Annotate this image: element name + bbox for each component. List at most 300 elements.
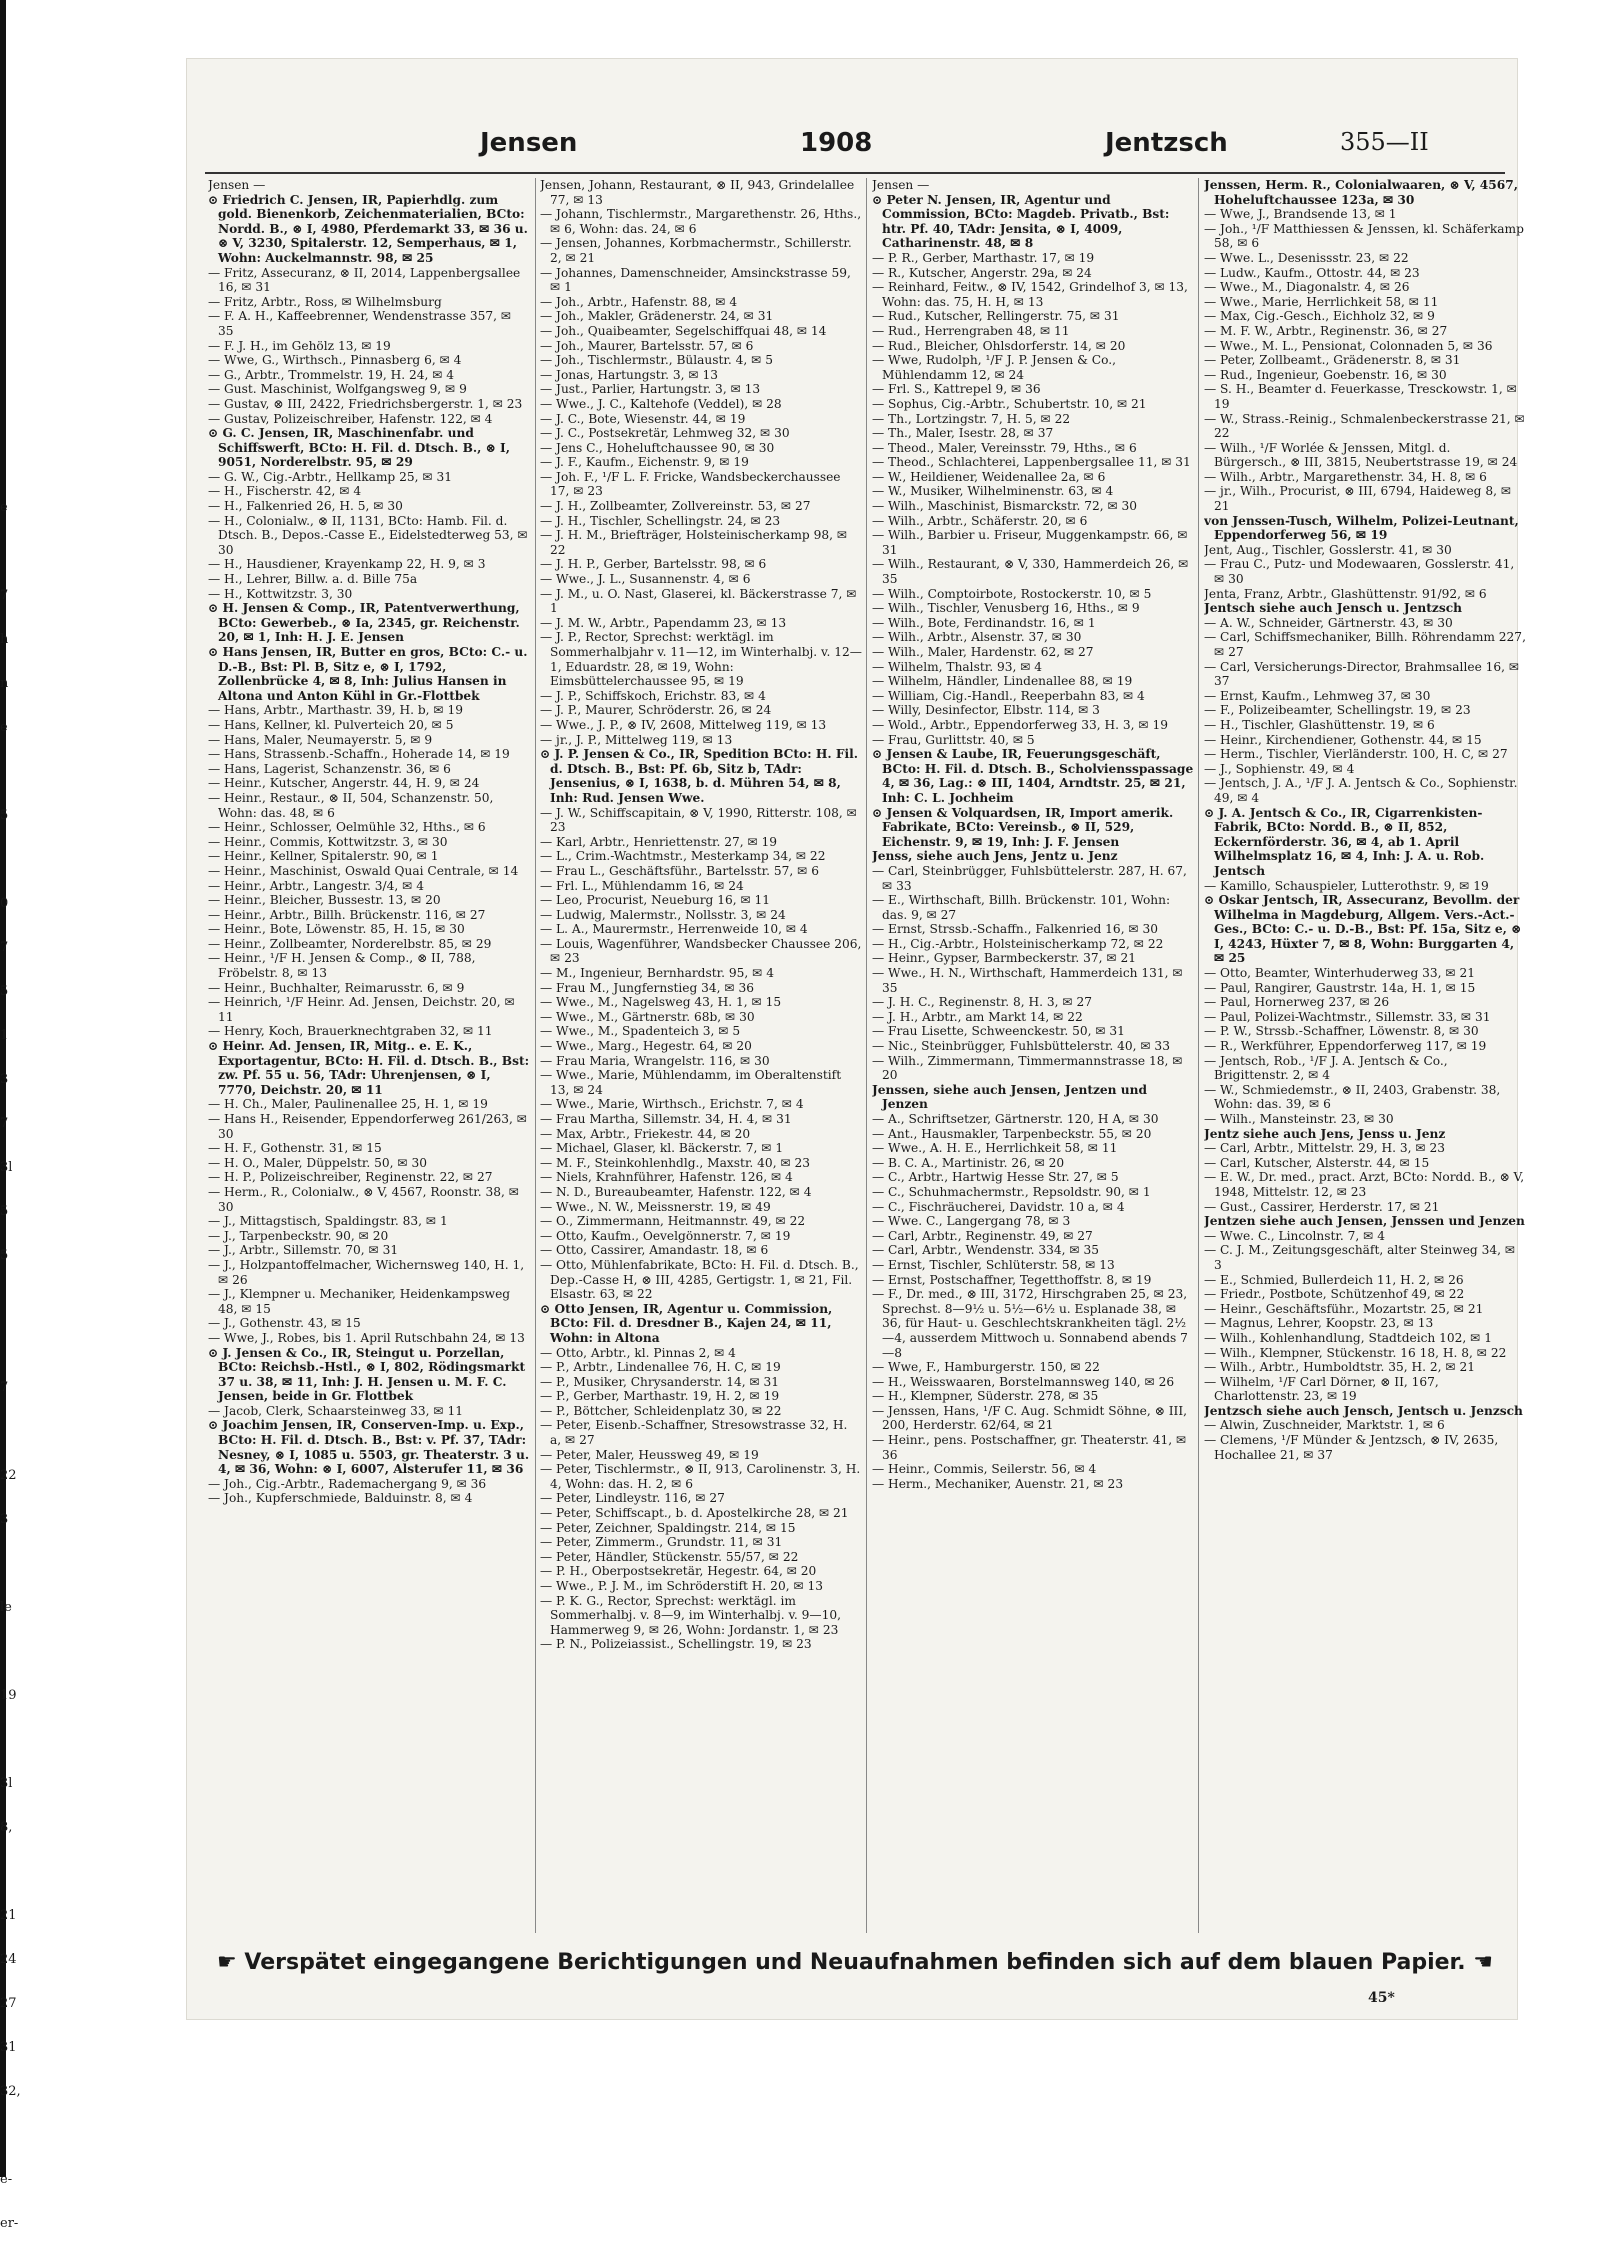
directory-entry: — Ernst, Postschaffner, Tegetthoffstr. 8, ✉ 19 bbox=[872, 1272, 1152, 1287]
edge-mark: 0 bbox=[0, 896, 9, 911]
directory-entry: — Heinr., Buchhalter, Reimarusstr. 6, ✉ 9 bbox=[208, 980, 465, 995]
directory-entry: — Niels, Krahnführer, Hafenstr. 126, ✉ 4 bbox=[540, 1170, 793, 1185]
directory-column-2 bbox=[540, 178, 862, 1938]
directory-entry: — Otto, Beamter, Winterhuderweg 33, ✉ 21 bbox=[1204, 966, 1475, 981]
directory-entry: — Carl, Versicherungs-Director, Brahmsallee 16, ✉ 37 bbox=[1204, 659, 1520, 689]
adjacent-page-edge bbox=[0, 500, 26, 2260]
directory-entry: ⊙ Jensen & Laube, IR, Feuerungsgeschäft, BCto: H. Fil. d. Dtsch. B., Scholviensspassage 4, ✉ 36, Lag.: ⊗ III, 1404, Arndtstr. 25, ✉ 21, Inh: C. L. Jochheim bbox=[872, 747, 1194, 805]
directory-entry: — Th., Maler, Isestr. 28, ✉ 37 bbox=[872, 426, 1054, 441]
directory-entry: — Frau L., Geschäftsführ., Bartelsstr. 57, ✉ 6 bbox=[540, 863, 819, 878]
directory-entry: — J. H., Zollbeamter, Zollvereinstr. 53, ✉ 27 bbox=[540, 499, 811, 514]
directory-entry: — F., Polizeibeamter, Schellingstr. 19, ✉ 23 bbox=[1204, 703, 1471, 718]
directory-entry: — H., Weisswaaren, Borstelmannsweg 140, ✉ 26 bbox=[872, 1374, 1175, 1389]
directory-entry: — Wwe., M., Gärtnerstr. 68b, ✉ 30 bbox=[540, 1009, 755, 1024]
directory-entry: — A. W., Schneider, Gärtnerstr. 43, ✉ 30 bbox=[1204, 615, 1453, 630]
directory-entry: — Joh., Tischlermstr., Bülaustr. 4, ✉ 5 bbox=[540, 353, 774, 368]
directory-entry: — Leo, Procurist, Neueburg 16, ✉ 11 bbox=[540, 893, 771, 908]
edge-mark bbox=[0, 1336, 26, 1380]
edge-mark bbox=[0, 544, 26, 588]
directory-entry: — Jacob, Clerk, Schaarsteinweg 33, ✉ 11 bbox=[208, 1403, 463, 1418]
directory-entry: — Hans, Arbtr., Marthastr. 39, H. b, ✉ 19 bbox=[208, 703, 463, 718]
directory-entry: — jr., J. P., Mittelweg 119, ✉ 13 bbox=[540, 732, 733, 747]
directory-entry: — Wwe., M., Nagelsweg 43, H. 1, ✉ 15 bbox=[540, 995, 782, 1010]
directory-entry: — Joh., ¹/F Matthiessen & Jenssen, kl. Schäferkamp 58, ✉ 6 bbox=[1204, 221, 1524, 251]
directory-entry: — H., Klempner, Süderstr. 278, ✉ 35 bbox=[872, 1389, 1099, 1404]
directory-entry: — L., Crim.-Wachtmstr., Mesterkamp 34, ✉ 22 bbox=[540, 849, 826, 864]
directory-entry: — William, Cig.-Handl., Reeperbahn 83, ✉ 4 bbox=[872, 688, 1145, 703]
directory-entry: — P. W., Strssb.-Schaffner, Löwenstr. 8, ✉ 30 bbox=[1204, 1024, 1479, 1039]
edge-mark: 5 bbox=[0, 984, 9, 999]
directory-entry: — Reinhard, Feitw., ⊗ IV, 1542, Grindelhof 3, ✉ 13, Wohn: das. 75, H. H, ✉ 13 bbox=[872, 280, 1188, 309]
directory-entry: — J. M. W., Arbtr., Papendamm 23, ✉ 13 bbox=[540, 615, 787, 630]
directory-entry: — M. F. W., Arbtr., Reginenstr. 36, ✉ 27 bbox=[1204, 323, 1448, 338]
directory-entry: — Nic., Steinbrügger, Fuhlsbüttelerstr. 40, ✉ 33 bbox=[872, 1039, 1170, 1054]
directory-entry: — H., Lehrer, Billw. a. d. Bille 75a bbox=[208, 572, 418, 587]
directory-entry: — Joh., Quaibeamter, Segelschiffquai 48, ✉ 14 bbox=[540, 323, 827, 338]
directory-entry: — Frau Lisette, Schweenckestr. 50, ✉ 31 bbox=[872, 1024, 1125, 1039]
directory-entry: — Peter, Maler, Heussweg 49, ✉ 19 bbox=[540, 1447, 759, 1462]
directory-entry: — Peter, Zimmerm., Grundstr. 11, ✉ 31 bbox=[540, 1535, 783, 1550]
directory-entry: — Wwe., Marie, Mühlendamm, im Oberaltenstift 13, ✉ 24 bbox=[540, 1068, 842, 1097]
directory-entry: — Wilhelm, Händler, Lindenallee 88, ✉ 19 bbox=[872, 674, 1133, 689]
directory-entry: Jenssen, siehe auch Jensen, Jentzen und Jenzen bbox=[872, 1082, 1147, 1112]
directory-entry: — A., Schriftsetzer, Gärtnerstr. 120, H A, ✉ 30 bbox=[872, 1112, 1159, 1126]
directory-entry: — Wilh., Arbtr., Schäferstr. 20, ✉ 6 bbox=[872, 513, 1088, 528]
directory-entry: — Wilh., Bote, Ferdinandstr. 16, ✉ 1 bbox=[872, 615, 1096, 630]
directory-entry: — Karl, Arbtr., Henriettenstr. 27, ✉ 19 bbox=[540, 834, 778, 849]
edge-mark: 19 bbox=[0, 1688, 17, 1703]
directory-entry: — Henry, Koch, Brauerknechtgraben 32, ✉ 11 bbox=[208, 1024, 493, 1039]
directory-entry: — Wwe, F., Hamburgerstr. 150, ✉ 22 bbox=[872, 1360, 1100, 1375]
directory-entry: — Wwe. C., Lincolnstr. 7, ✉ 4 bbox=[1204, 1228, 1385, 1243]
directory-entry: — Frau C., Putz- und Modewaaren, Gosslerstr. 41, ✉ 30 bbox=[1204, 557, 1515, 587]
directory-entry: — Carl, Kutscher, Alsterstr. 44, ✉ 15 bbox=[1204, 1155, 1430, 1170]
directory-entry: — J., Sophienstr. 49, ✉ 4 bbox=[1204, 761, 1355, 776]
directory-entry: — Willy, Desinfector, Elbstr. 114, ✉ 3 bbox=[872, 703, 1100, 718]
directory-entry: — Heinr., ¹/F H. Jensen & Comp., ⊗ II, 788, Fröbelstr. 8, ✉ 13 bbox=[208, 951, 476, 981]
directory-entry: — Wilhelm, ¹/F Carl Dörner, ⊗ II, 167, Charlottenstr. 23, ✉ 19 bbox=[1204, 1374, 1439, 1404]
edge-mark bbox=[0, 764, 26, 808]
directory-entry: — Joh., Arbtr., Hafenstr. 88, ✉ 4 bbox=[540, 294, 738, 309]
edge-mark: 1 bbox=[0, 1028, 9, 1043]
directory-entry: — E., Schmied, Bullerdeich 11, H. 2, ✉ 26 bbox=[1204, 1272, 1464, 1287]
directory-entry: — Rud., Ingenieur, Goebenstr. 16, ✉ 30 bbox=[1204, 367, 1447, 382]
directory-entry: — J. P., Rector, Sprechst: werktägl. im Sommerhalbjahr v. 11—12, im Winterhalbj. v. 12—1, Eduardstr. 28, ✉ 19, Wohn: Eimsbüttelerchaussee 95, ✉ 19 bbox=[540, 630, 862, 689]
directory-entry: — Jonas, Hartungstr. 3, ✉ 13 bbox=[540, 367, 719, 382]
directory-entry: Jensen — bbox=[208, 178, 266, 192]
directory-entry: — J. H. C., Reginenstr. 8, H. 3, ✉ 27 bbox=[872, 995, 1092, 1010]
directory-entry: — Wilh., Arbtr., Margarethenstr. 34, H. 8, ✉ 6 bbox=[1204, 469, 1487, 484]
directory-entry: — W., Musiker, Wilhelminenstr. 63, ✉ 4 bbox=[872, 484, 1114, 499]
directory-entry: Jenta, Franz, Arbtr., Glashüttenstr. 91/92, ✉ 6 bbox=[1204, 586, 1487, 601]
edge-mark: 31 bbox=[0, 2040, 17, 2055]
signature-mark: 45* bbox=[1368, 1990, 1395, 2006]
directory-entry: — Heinr., Kutscher, Angerstr. 44, H. 9, ✉ 24 bbox=[208, 776, 480, 791]
directory-entry: — F., Dr. med., ⊗ III, 3172, Hirschgraben 25, ✉ 23, Sprechst. 8—9½ u. 5½—6½ u. Esplanade 38, ✉ 36, für Haut- u. Geschlechtskrankheiten tägl. 2½—4, ausserdem Mittwoch u. Sonnabend abends 7—8 bbox=[872, 1287, 1188, 1360]
directory-entry: — Paul, Rangirer, Gaustrstr. 14a, H. 1, ✉ 15 bbox=[1204, 980, 1476, 995]
directory-entry: — C., Arbtr., Hartwig Hesse Str. 27, ✉ 5 bbox=[872, 1170, 1119, 1185]
directory-entry: — Peter, Schiffscapt., b. d. Apostelkirche 28, ✉ 21 bbox=[540, 1506, 849, 1521]
edge-mark bbox=[0, 1644, 26, 1688]
directory-column-1 bbox=[208, 178, 530, 1938]
directory-entry: — Gust., Cassirer, Herderstr. 17, ✉ 21 bbox=[1204, 1199, 1440, 1214]
directory-entry: — Ernst, Strssb.-Schaffn., Falkenried 16, ✉ 30 bbox=[872, 922, 1159, 937]
directory-entry: — Just., Parlier, Hartungstr. 3, ✉ 13 bbox=[540, 382, 761, 397]
column-divider bbox=[535, 178, 536, 1933]
directory-entry: — Herm., Mechaniker, Auenstr. 21, ✉ 23 bbox=[872, 1476, 1124, 1491]
directory-entry: Jenss, siehe auch Jens, Jentz u. Jenz bbox=[872, 849, 1118, 864]
directory-entry: — Otto, Kaufm., Oevelgönnerstr. 7, ✉ 19 bbox=[540, 1228, 791, 1243]
directory-entry: ⊙ Joachim Jensen, IR, Conserven-Imp. u. Exp., BCto: H. Fil. d. Dtsch. B., Bst: v. Pf. 37, TAdr: Nesney, ⊗ I, 1085 u. 5503, gr. Theaterstr. 3 u. 4, ✉ 36, Wohn: ⊗ I, 6007, Alsterufer 11, ✉ 36 bbox=[208, 1418, 530, 1477]
directory-entry: — P. N., Polizeiassist., Schellingstr. 19, ✉ 23 bbox=[540, 1637, 812, 1652]
directory-entry: — P., Musiker, Chrysanderstr. 14, ✉ 31 bbox=[540, 1374, 780, 1389]
edge-mark: e bbox=[0, 500, 8, 515]
directory-entry: — J., Gothenstr. 43, ✉ 15 bbox=[208, 1316, 361, 1331]
directory-entry: — Max, Arbtr., Friekestr. 44, ✉ 20 bbox=[540, 1126, 751, 1141]
edge-mark bbox=[0, 1292, 26, 1336]
directory-entry: — Frl. L., Mühlendamm 16, ✉ 24 bbox=[540, 878, 744, 893]
directory-entry: — J. M., u. O. Nast, Glaserei, kl. Bäckerstrasse 7, ✉ 1 bbox=[540, 586, 857, 616]
edge-mark bbox=[0, 1864, 26, 1908]
directory-entry: Jentzen siehe auch Jensen, Jenssen und Jenzen bbox=[1204, 1214, 1525, 1229]
directory-entry: — J. H. P., Gerber, Bartelsstr. 98, ✉ 6 bbox=[540, 557, 767, 572]
directory-entry: — Rud., Kutscher, Rellingerstr. 75, ✉ 31 bbox=[872, 309, 1120, 324]
footer-notice: ☛ Verspätet eingegangene Berichtigungen und Neuaufnahmen befinden sich auf dem blauen Papier. ☚ bbox=[217, 1950, 1493, 1975]
directory-entry: — P., Arbtr., Lindenallee 76, H. C, ✉ 19 bbox=[540, 1360, 781, 1375]
directory-entry: — Wwe., H. N., Wirthschaft, Hammerdeich 131, ✉ 35 bbox=[872, 966, 1183, 995]
directory-entry: — C. J. M., Zeitungsgeschäft, alter Steinweg 34, ✉ 3 bbox=[1204, 1243, 1516, 1272]
directory-entry: — Magnus, Lehrer, Koopstr. 23, ✉ 13 bbox=[1204, 1316, 1434, 1331]
directory-entry: ⊙ Otto Jensen, IR, Agentur u. Commission, BCto: Fil. d. Dresdner B., Kajen 24, ✉ 11, Wohn: in Altona bbox=[540, 1301, 833, 1345]
edge-mark: 3l bbox=[0, 1160, 13, 1175]
directory-entry: — Heinr., Kellner, Spitalerstr. 90, ✉ 1 bbox=[208, 849, 439, 864]
edge-mark: 3 bbox=[0, 1512, 9, 1527]
directory-entry: — P., Böttcher, Schleidenplatz 30, ✉ 22 bbox=[540, 1403, 782, 1418]
directory-entry: — Gustav, ⊗ III, 2422, Friedrichsbergerstr. 1, ✉ 23 bbox=[208, 396, 523, 411]
edge-mark: 7 bbox=[0, 1380, 9, 1395]
directory-entry: — Heinrich, ¹/F Heinr. Ad. Jensen, Deichstr. 20, ✉ 11 bbox=[208, 995, 515, 1024]
directory-entry: — H., Cig.-Arbtr., Holsteinischerkamp 72, ✉ 22 bbox=[872, 936, 1164, 951]
directory-entry: — Frau, Gurlittstr. 40, ✉ 5 bbox=[872, 732, 1035, 747]
edge-mark: 27 bbox=[0, 1996, 17, 2011]
edge-mark: 21 bbox=[0, 1908, 17, 1923]
directory-entry: — Frau M., Jungfernstieg 34, ✉ 36 bbox=[540, 980, 755, 995]
directory-entry: — Wwe, J., Brandsende 13, ✉ 1 bbox=[1204, 207, 1397, 222]
edge-mark: 5 bbox=[0, 1204, 9, 1219]
edge-mark: 8, bbox=[0, 1820, 13, 1835]
directory-entry: ⊙ J. P. Jensen & Co., IR, Spedition BCto: H. Fil. d. Dtsch. B., Bst: Pf. 6b, Sitz b, TAdr: Jensenius, ⊗ I, 1638, b. d. Mühren 54, ✉ 8, Inh: Rud. Jensen Wwe. bbox=[540, 747, 859, 805]
directory-entry: — Rud., Herrengraben 48, ✉ 11 bbox=[872, 323, 1070, 338]
directory-entry: — H. P., Polizeischreiber, Reginenstr. 22, ✉ 27 bbox=[208, 1170, 493, 1185]
directory-entry: — Carl, Arbtr., Wendenstr. 334, ✉ 35 bbox=[872, 1243, 1100, 1258]
directory-entry: — Jensen, Johannes, Korbmachermstr., Schillerstr. 2, ✉ 21 bbox=[540, 236, 852, 265]
directory-entry: — L. A., Maurermstr., Herrenweide 10, ✉ 4 bbox=[540, 922, 808, 937]
edge-mark: 3 bbox=[0, 1072, 9, 1087]
directory-entry: — Jentsch, J. A., ¹/F J. A. Jentsch & Co., Sophienstr. 49, ✉ 4 bbox=[1204, 776, 1518, 805]
directory-entry: — Theod., Schlachterei, Lappenbergsallee 11, ✉ 31 bbox=[872, 455, 1191, 470]
directory-entry: — Joh., Kupferschmiede, Balduinstr. 8, ✉ 4 bbox=[208, 1491, 473, 1506]
directory-entry: — Peter, Tischlermstr., ⊗ II, 913, Carolinenstr. 3, H. 4, Wohn: das. H. 2, ✉ 6 bbox=[540, 1462, 861, 1491]
directory-entry: — Carl, Schiffsmechaniker, Billh. Röhrendamm 227, ✉ 27 bbox=[1204, 630, 1526, 659]
directory-column-3 bbox=[872, 178, 1194, 1938]
directory-entry: ⊙ J. Jensen & Co., IR, Steingut u. Porzellan, BCto: Reichsb.-Hstl., ⊗ I, 802, Rödingsmarkt 37 u. 38, ✉ 11, Inh: J. H. Jensen u. M. F. C. Jensen, beide in Gr. Flottbek bbox=[208, 1345, 526, 1404]
edge-mark bbox=[0, 852, 26, 896]
directory-entry: — P. R., Gerber, Marthastr. 17, ✉ 19 bbox=[872, 250, 1095, 265]
directory-entry: — Hans, Lagerist, Schanzenstr. 36, ✉ 6 bbox=[208, 761, 451, 776]
directory-entry: — Heinr., Gypser, Barmbeckerstr. 37, ✉ 21 bbox=[872, 951, 1136, 966]
edge-mark: h bbox=[0, 632, 9, 647]
directory-entry: — Heinr., Arbtr., Langestr. 3/4, ✉ 4 bbox=[208, 878, 425, 893]
directory-entry: — Ernst, Tischler, Schlüterstr. 58, ✉ 13 bbox=[872, 1257, 1115, 1272]
directory-entry: — J. P., Schiffskoch, Erichstr. 83, ✉ 4 bbox=[540, 688, 766, 703]
directory-entry: ⊙ H. Jensen & Comp., IR, Patentverwerthung, BCto: Gewerbeb., ⊗ Ia, 2345, gr. Reichenstr. 20, ✉ 1, Inh: H. J. E. Jensen bbox=[208, 601, 520, 645]
directory-entry: — Otto, Arbtr., kl. Pinnas 2, ✉ 4 bbox=[540, 1345, 736, 1360]
directory-entry: — Theod., Maler, Vereinsstr. 79, Hths., ✉ 6 bbox=[872, 440, 1137, 455]
directory-entry: — Th., Lortzingstr. 7, H. 5, ✉ 22 bbox=[872, 411, 1071, 426]
directory-entry: — Paul, Polizei-Wachtmstr., Sillemstr. 33, ✉ 31 bbox=[1204, 1009, 1491, 1024]
directory-entry: — Ludwig, Malermstr., Nollsstr. 3, ✉ 24 bbox=[540, 907, 786, 922]
edge-mark: 32, bbox=[0, 2084, 21, 2099]
directory-entry: — Sophus, Cig.-Arbtr., Schubertstr. 10, ✉ 21 bbox=[872, 396, 1147, 411]
directory-entry: Jentsch siehe auch Jensch u. Jentzsch bbox=[1204, 601, 1462, 616]
directory-entry: — Wilh., Arbtr., Alsenstr. 37, ✉ 30 bbox=[872, 630, 1082, 645]
directory-entry: — O., Zimmermann, Heitmannstr. 49, ✉ 22 bbox=[540, 1214, 806, 1229]
running-header bbox=[220, 128, 1510, 164]
directory-entry: — Carl, Arbtr., Mittelstr. 29, H. 3, ✉ 23 bbox=[1204, 1141, 1445, 1156]
directory-entry: — Heinr., Bleicher, Bussestr. 13, ✉ 20 bbox=[208, 893, 441, 908]
directory-entry: — Wwe. L., Desenissstr. 23, ✉ 22 bbox=[1204, 250, 1409, 265]
directory-entry: — Alwin, Zuschneider, Marktstr. 1, ✉ 6 bbox=[1204, 1418, 1445, 1433]
directory-entry: — Otto, Mühlenfabrikate, BCto: H. Fil. d. Dtsch. B., Dep.-Casse H, ⊗ III, 4285, Gertigstr. 1, ✉ 21, Fil. Elsastr. 63, ✉ 22 bbox=[540, 1257, 859, 1302]
directory-entry: — Max, Cig.-Gesch., Eichholz 32, ✉ 9 bbox=[1204, 309, 1435, 324]
directory-entry: — Wold., Arbtr., Eppendorferweg 33, H. 3, ✉ 19 bbox=[872, 717, 1168, 732]
edge-mark bbox=[0, 1556, 26, 1600]
directory-entry: — Ant., Hausmakler, Tarpenbeckstr. 55, ✉ 20 bbox=[872, 1126, 1152, 1141]
directory-entry: — Wwe., M. L., Pensionat, Colonnaden 5, ✉ 36 bbox=[1204, 338, 1493, 353]
directory-entry: — Joh., Maurer, Bartelsstr. 57, ✉ 6 bbox=[540, 338, 754, 353]
directory-entry: — J. C., Postsekretär, Lehmweg 32, ✉ 30 bbox=[540, 426, 790, 441]
directory-entry: — J. H., Arbtr., am Markt 14, ✉ 22 bbox=[872, 1009, 1083, 1024]
directory-entry: — Heinr., Maschinist, Oswald Quai Centrale, ✉ 14 bbox=[208, 863, 519, 878]
directory-entry: — C., Schuhmachermstr., Repsoldstr. 90, ✉ 1 bbox=[872, 1184, 1151, 1199]
directory-entry: — Gustav, Polizeischreiber, Hafenstr. 122, ✉ 4 bbox=[208, 411, 493, 426]
directory-entry: ⊙ Friedrich C. Jensen, IR, Papierhdlg. zum gold. Bienenkorb, Zeichenmaterialien, BCto: Nordd. B., ⊗ I, 4980, Pferdemarkt 33, ✉ 36 u. ⊗ V, 3230, Spitalerstr. 12, Semperhaus, ✉ 1, Wohn: Auckelmannstr. 98, ✉ 25 bbox=[208, 192, 528, 265]
edge-mark bbox=[0, 1424, 26, 1468]
directory-entry: — Frau Maria, Wrangelstr. 116, ✉ 30 bbox=[540, 1053, 770, 1068]
page-number: 355—II bbox=[1340, 128, 1429, 156]
directory-entry: — J. C., Bote, Wiesenstr. 44, ✉ 19 bbox=[540, 411, 746, 426]
directory-entry: — Wwe, Rudolph, ¹/F J. P. Jensen & Co., Mühlendamm 12, ✉ 24 bbox=[872, 353, 1116, 382]
edge-mark: 3l bbox=[0, 1776, 13, 1791]
directory-entry: — Joh. F., ¹/F L. F. Fricke, Wandsbeckerchaussee 17, ✉ 23 bbox=[540, 469, 841, 499]
directory-entry: — Wilhelm, Thalstr. 93, ✉ 4 bbox=[872, 659, 1043, 674]
directory-entry: — S. H., Beamter d. Feuerkasse, Tresckowstr. 1, ✉ 19 bbox=[1204, 382, 1517, 411]
directory-entry: — W., Strass.-Reinig., Schmalenbeckerstrasse 21, ✉ 22 bbox=[1204, 411, 1525, 441]
directory-entry: — G. W., Cig.-Arbtr., Hellkamp 25, ✉ 31 bbox=[208, 469, 452, 484]
directory-entry: Jent, Aug., Tischler, Gosslerstr. 41, ✉ 30 bbox=[1204, 542, 1452, 557]
edge-mark: le bbox=[0, 1600, 12, 1615]
edge-mark bbox=[0, 1732, 26, 1776]
directory-entry: — R., Werkführer, Eppendorferweg 117, ✉ 19 bbox=[1204, 1039, 1487, 1054]
header-rule bbox=[205, 172, 1505, 174]
directory-entry: — H., Kottwitzstr. 3, 30 bbox=[208, 586, 353, 601]
directory-entry: — J. H., Tischler, Schellingstr. 24, ✉ 23 bbox=[540, 513, 781, 528]
edge-mark: 5 bbox=[0, 1248, 9, 1263]
directory-entry: — Wwe. C., Langergang 78, ✉ 3 bbox=[872, 1214, 1071, 1229]
edge-mark: 7 bbox=[0, 588, 9, 603]
directory-entry: — J. F., Kaufm., Eichenstr. 9, ✉ 19 bbox=[540, 455, 749, 470]
edge-mark: 7 bbox=[0, 940, 9, 955]
directory-entry: — Hans, Maler, Neumayerstr. 5, ✉ 9 bbox=[208, 732, 433, 747]
directory-entry: — H. F., Gothenstr. 31, ✉ 15 bbox=[208, 1141, 382, 1156]
directory-entry: — J. W., Schiffscapitain, ⊗ V, 1990, Ritterstr. 108, ✉ 23 bbox=[540, 805, 857, 835]
edge-mark: e bbox=[0, 720, 8, 735]
edge-mark: 22 bbox=[0, 1468, 17, 1483]
directory-entry: Jensen — bbox=[872, 178, 930, 192]
directory-entry: — Joh., Cig.-Arbtr., Rademachergang 9, ✉ 36 bbox=[208, 1476, 487, 1491]
directory-entry: — Carl, Arbtr., Reginenstr. 49, ✉ 27 bbox=[872, 1228, 1093, 1243]
directory-entry: — Hans H., Reisender, Eppendorferweg 261/263, ✉ 30 bbox=[208, 1112, 528, 1141]
directory-entry: — Fritz, Assecuranz, ⊗ II, 2014, Lappenbergsallee 16, ✉ 31 bbox=[208, 265, 521, 295]
directory-entry: — Wwe., Marie, Wirthsch., Erichstr. 7, ✉ 4 bbox=[540, 1097, 804, 1112]
directory-entry: — Michael, Glaser, kl. Bäckerstr. 7, ✉ 1 bbox=[540, 1141, 784, 1156]
directory-entry: — J. H. M., Briefträger, Holsteinischerkamp 98, ✉ 22 bbox=[540, 528, 848, 557]
directory-entry: — E. W., Dr. med., pract. Arzt, BCto: Nordd. B., ⊗ V, 1948, Mittelstr. 12, ✉ 23 bbox=[1204, 1170, 1525, 1199]
edge-mark: 5 bbox=[0, 808, 9, 823]
directory-entry: — Wwe., N. W., Meissnerstr. 19, ✉ 49 bbox=[540, 1199, 771, 1214]
directory-entry: — Wilh., Barbier u. Friseur, Muggenkampstr. 66, ✉ 31 bbox=[872, 528, 1188, 557]
directory-entry: — Rud., Bleicher, Ohlsdorferstr. 14, ✉ 20 bbox=[872, 338, 1126, 353]
directory-entry: — Frl. S., Kattrepel 9, ✉ 36 bbox=[872, 382, 1041, 397]
directory-entry: — Wwe, G., Wirthsch., Pinnasberg 6, ✉ 4 bbox=[208, 353, 462, 368]
directory-entry: — P., Gerber, Marthastr. 19, H. 2, ✉ 19 bbox=[540, 1389, 780, 1404]
directory-entry: — Joh., Makler, Grädenerstr. 24, ✉ 31 bbox=[540, 309, 774, 324]
directory-entry: — Heinr., Zollbeamter, Norderelbstr. 85, ✉ 29 bbox=[208, 936, 492, 951]
directory-entry: — Ernst, Kaufm., Lehmweg 37, ✉ 30 bbox=[1204, 688, 1431, 703]
edge-mark: n bbox=[0, 676, 9, 691]
directory-entry: — P. H., Oberpostsekretär, Hegestr. 64, ✉ 20 bbox=[540, 1564, 817, 1579]
directory-entry: — Hans, Strassenb.-Schaffn., Hoherade 14, ✉ 19 bbox=[208, 747, 510, 762]
directory-entry: — Wilh., Maler, Hardenstr. 62, ✉ 27 bbox=[872, 645, 1094, 659]
directory-entry: — B. C. A., Martinistr. 26, ✉ 20 bbox=[872, 1155, 1065, 1170]
directory-entry: — Wwe., Marie, Herrlichkeit 58, ✉ 11 bbox=[1204, 294, 1439, 309]
directory-entry: — Wilh., Kohlenhandlung, Stadtdeich 102, ✉ 1 bbox=[1204, 1330, 1493, 1345]
directory-entry: Jensen, Johann, Restaurant, ⊗ II, 943, Grindelallee 77, ✉ 13 bbox=[540, 178, 855, 207]
directory-entry: — Jenssen, Hans, ¹/F C. Aug. Schmidt Söhne, ⊗ III, 200, Herderstr. 62/64, ✉ 21 bbox=[872, 1403, 1188, 1433]
directory-entry: — Wwe., M., Diagonalstr. 4, ✉ 26 bbox=[1204, 280, 1410, 295]
directory-entry: — Wilh., Zimmermann, Timmermannstrasse 18, ✉ 20 bbox=[872, 1053, 1183, 1083]
directory-entry: ⊙ Hans Jensen, IR, Butter en gros, BCto: C.- u. D.-B., Bst: Pl. B, Sitz e, ⊗ I, 1792, Zollenbrücke 4, ✉ 8, Inh: Julius Hansen in Altona und Anton Kühl in Gr.-Flottbek bbox=[208, 645, 528, 703]
edge-mark: er- bbox=[0, 2216, 19, 2231]
column-divider bbox=[1198, 178, 1199, 1933]
directory-entry: — Wwe., Marg., Hegestr. 64, ✉ 20 bbox=[540, 1039, 752, 1054]
header-left-word: Jensen bbox=[480, 128, 578, 158]
directory-entry: — H. Ch., Maler, Paulinenallee 25, H. 1, ✉ 19 bbox=[208, 1097, 488, 1112]
directory-entry: — Peter, Zollbeamt., Grädenerstr. 8, ✉ 31 bbox=[1204, 353, 1461, 368]
directory-entry: — Otto, Cassirer, Amandastr. 18, ✉ 6 bbox=[540, 1243, 769, 1258]
directory-entry: — Wilh., Tischler, Venusberg 16, Hths., ✉ 9 bbox=[872, 601, 1140, 616]
directory-entry: — Wwe., J. L., Susannenstr. 4, ✉ 6 bbox=[540, 572, 751, 587]
directory-entry: von Jenssen-Tusch, Wilhelm, Polizei-Leutnant, Eppendorferweg 56, ✉ 19 bbox=[1204, 513, 1519, 543]
directory-entry: — Wwe., P. J. M., im Schröderstift H. 20, ✉ 13 bbox=[540, 1579, 824, 1593]
directory-entry: — H., Colonialw., ⊗ II, 1131, BCto: Hamb. Fil. d. Dtsch. B., Depos.-Casse E., Eidelstedterweg 53, ✉ 30 bbox=[208, 513, 528, 557]
directory-entry: — Johannes, Damenschneider, Amsinckstrasse 59, ✉ 1 bbox=[540, 265, 851, 295]
directory-entry: — jr., Wilh., Procurist, ⊗ III, 6794, Haideweg 8, ✉ 21 bbox=[1204, 484, 1512, 514]
edge-mark: e- bbox=[0, 2172, 13, 2187]
directory-entry: — Peter, Zeichner, Spaldingstr. 214, ✉ 15 bbox=[540, 1520, 796, 1535]
directory-entry: — Wilh., ¹/F Worlée & Jenssen, Mitgl. d. Bürgersch., ⊗ III, 3815, Neubertstrasse 19, ✉ 24 bbox=[1204, 440, 1518, 470]
header-year: 1908 bbox=[800, 128, 873, 158]
directory-entry: — Gust. Maschinist, Wolfgangsweg 9, ✉ 9 bbox=[208, 382, 467, 397]
directory-entry: — Peter, Eisenb.-Schaffner, Stresowstrasse 32, H. a, ✉ 27 bbox=[540, 1418, 848, 1448]
directory-entry: Jenssen, Herm. R., Colonialwaaren, ⊗ V, 4567, Hoheluftchaussee 123a, ✉ 30 bbox=[1204, 178, 1518, 207]
directory-entry: — H., Fischerstr. 42, ✉ 4 bbox=[208, 484, 362, 499]
directory-entry: — Johann, Tischlermstr., Margarethenstr. 26, Hths., ✉ 6, Wohn: das. 24, ✉ 6 bbox=[540, 207, 862, 236]
directory-entry: — Clemens, ¹/F Münder & Jentzsch, ⊗ IV, 2635, Hochallee 21, ✉ 37 bbox=[1204, 1433, 1499, 1462]
directory-entry: — Wwe, J., Robes, bis 1. April Rutschbahn 24, ✉ 13 bbox=[208, 1330, 525, 1345]
directory-entry: — C., Fischräucherei, Davidstr. 10 a, ✉ 4 bbox=[872, 1199, 1125, 1214]
directory-entry: — Jentsch, Rob., ¹/F J. A. Jentsch & Co., Brigittenstr. 2, ✉ 4 bbox=[1204, 1053, 1448, 1083]
column-divider bbox=[866, 178, 867, 1933]
directory-entry: — H., Tischler, Glashüttenstr. 19, ✉ 6 bbox=[1204, 717, 1435, 732]
directory-entry: — Herm., Tischler, Vierländerstr. 100, H. C, ✉ 27 bbox=[1204, 747, 1508, 762]
directory-entry: Jentz siehe auch Jens, Jenss u. Jenz bbox=[1204, 1126, 1446, 1141]
header-right-word: Jentzsch bbox=[1105, 128, 1228, 158]
directory-entry: — R., Kutscher, Angerstr. 29a, ✉ 24 bbox=[872, 265, 1092, 280]
directory-entry: — Heinr., Bote, Löwenstr. 85, H. 15, ✉ 30 bbox=[208, 922, 465, 937]
directory-entry: — Peter, Händler, Stückenstr. 55/57, ✉ 22 bbox=[540, 1549, 799, 1564]
edge-mark bbox=[0, 2128, 26, 2172]
directory-entry: — Herm., R., Colonialw., ⊗ V, 4567, Roonstr. 38, ✉ 30 bbox=[208, 1184, 519, 1214]
directory-entry: — Carl, Steinbrügger, Fuhlsbüttelerstr. 287, H. 67, ✉ 33 bbox=[872, 863, 1187, 893]
directory-column-4 bbox=[1204, 178, 1526, 1938]
directory-entry: — Frau Martha, Sillemstr. 34, H. 4, ✉ 31 bbox=[540, 1112, 792, 1126]
edge-mark: 7 bbox=[0, 1116, 9, 1131]
directory-entry: — J., Klempner u. Mechaniker, Heidenkampsweg 48, ✉ 15 bbox=[208, 1287, 511, 1316]
directory-entry: — Kamillo, Schauspieler, Lutterothstr. 9, ✉ 19 bbox=[1204, 878, 1489, 893]
directory-entry: ⊙ Heinr. Ad. Jensen, IR, Mitg.. e. E. K., Exportagentur, BCto: H. Fil. d. Dtsch. B., Bst: zw. Pf. 55 u. 56, TAdr: Uhrenjensen, ⊗ I, 7770, Deichstr. 20, ✉ 11 bbox=[208, 1039, 530, 1097]
directory-entry: — Ludw., Kaufm., Ottostr. 44, ✉ 23 bbox=[1204, 265, 1420, 280]
directory-entry: — Heinr., Commis, Kottwitzstr. 3, ✉ 30 bbox=[208, 834, 448, 849]
directory-entry: — F. J. H., im Gehölz 13, ✉ 19 bbox=[208, 338, 391, 353]
directory-entry: — Heinr., Geschäftsführ., Mozartstr. 25, ✉ 21 bbox=[1204, 1301, 1484, 1316]
directory-entry: — Heinr., pens. Postschaffner, gr. Theaterstr. 41, ✉ 36 bbox=[872, 1433, 1187, 1462]
directory-entry: — Wwe., J. C., Kaltehofe (Veddel), ✉ 28 bbox=[540, 396, 782, 411]
directory-entry: — Wwe., M., Spadenteich 3, ✉ 5 bbox=[540, 1024, 741, 1039]
directory-entry: — W., Heildiener, Weidenallee 2a, ✉ 6 bbox=[872, 469, 1106, 484]
directory-entry: — Heinr., Arbtr., Billh. Brückenstr. 116, ✉ 27 bbox=[208, 907, 486, 922]
directory-entry: — Wilh., Arbtr., Humboldtstr. 35, H. 2, ✉ 21 bbox=[1204, 1360, 1475, 1375]
directory-entry: — Wwe., J. P., ⊗ IV, 2608, Mittelweg 119, ✉ 13 bbox=[540, 717, 827, 732]
directory-entry: — Jens C., Hoheluftchaussee 90, ✉ 30 bbox=[540, 440, 775, 455]
directory-entry: — J., Mittagstisch, Spaldingstr. 83, ✉ 1 bbox=[208, 1214, 448, 1229]
directory-entry: — Wilh., Restaurant, ⊗ V, 330, Hammerdeich 26, ✉ 35 bbox=[872, 557, 1189, 587]
directory-entry: — Wilh., Comptoirbote, Rostockerstr. 10, ✉ 5 bbox=[872, 586, 1152, 601]
directory-entry: — Hans, Kellner, kl. Pulverteich 20, ✉ 5 bbox=[208, 717, 454, 732]
directory-entry: ⊙ Jensen & Volquardsen, IR, Import amerik. Fabrikate, BCto: Vereinsb., ⊗ II, 529, Eichenstr. 9, ✉ 19, Inh: J. F. Jensen bbox=[872, 805, 1174, 849]
directory-entry: ⊙ J. A. Jentsch & Co., IR, Cigarrenkisten-Fabrik, BCto: Nordd. B., ⊗ II, 852, Eckernförderstr. 36, ✉ 4, ab 1. April Wilhelmsplatz 16, ✉ 4, Inh: J. A. u. Rob. Jentsch bbox=[1204, 805, 1485, 878]
directory-entry: — J. P., Maurer, Schröderstr. 26, ✉ 24 bbox=[540, 703, 772, 718]
directory-entry: ⊙ Peter N. Jensen, IR, Agentur und Commission, BCto: Magdeb. Privatb., Bst: htr. Pf. 40, TAdr: Jensita, ⊗ I, 4009, Catharinenstr. 48, ✉ 8 bbox=[872, 192, 1170, 251]
directory-entry: — H. O., Maler, Düppelstr. 50, ✉ 30 bbox=[208, 1155, 427, 1170]
directory-entry: ⊙ Oskar Jentsch, IR, Assecuranz, Bevollm. der Wilhelma in Magdeburg, Allgem. Vers.-Act.-Ges., BCto: C.- u. D.-B., Bst: Pf. 15a, Sitz e, ⊗ I, 4243, Hüxter 7, ✉ 8, Wohn: Burggarten 4, ✉ 25 bbox=[1204, 893, 1522, 966]
directory-entry: — G., Arbtr., Trommelstr. 19, H. 24, ✉ 4 bbox=[208, 367, 455, 382]
directory-entry: — Friedr., Postbote, Schützenhof 49, ✉ 22 bbox=[1204, 1287, 1465, 1302]
directory-entry: Jentzsch siehe auch Jensch, Jentsch u. Jenzsch bbox=[1204, 1403, 1523, 1418]
directory-entry: ⊙ G. C. Jensen, IR, Maschinenfabr. und Schiffswerft, BCto: H. Fil. d. Dtsch. B., ⊗ I, 9051, Norderelbstr. 95, ✉ 29 bbox=[208, 426, 510, 470]
edge-mark: 24 bbox=[0, 1952, 17, 1967]
directory-entry: — J., Tarpenbeckstr. 90, ✉ 20 bbox=[208, 1228, 389, 1243]
